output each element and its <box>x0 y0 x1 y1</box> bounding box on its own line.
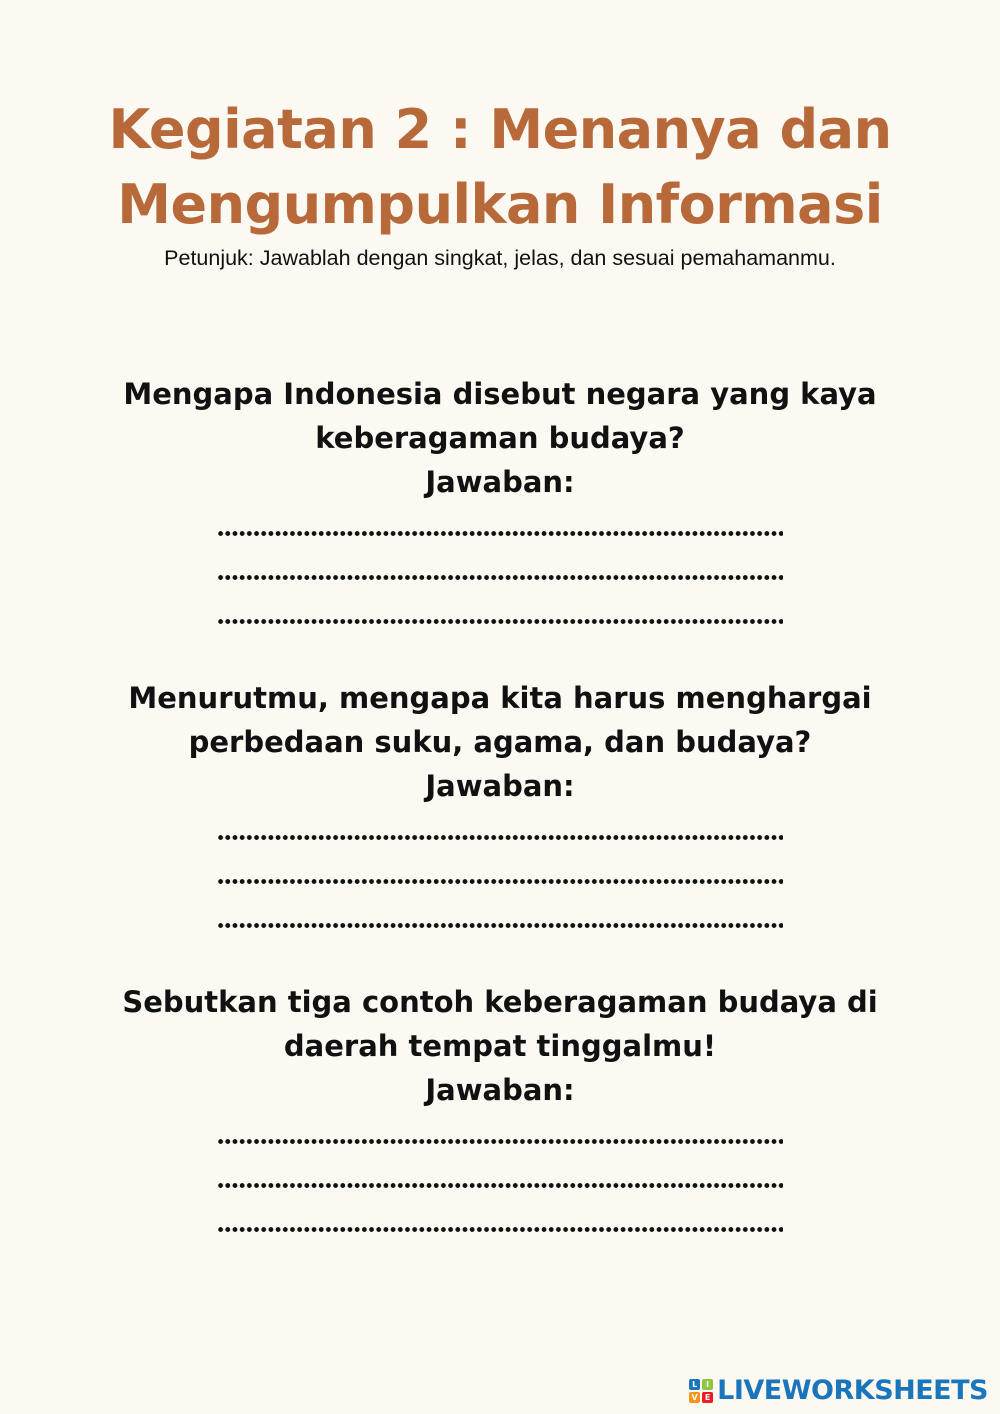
answer-line-2[interactable] <box>217 550 783 594</box>
question-line-1: Mengapa Indonesia disebut negara yang kaya <box>123 377 877 411</box>
question-line-1: Menurutmu, mengapa kita harus menghargai <box>128 681 872 715</box>
answer-label: Jawaban: <box>425 1073 575 1107</box>
question-text <box>0 676 1000 764</box>
answer-line-3[interactable] <box>217 898 783 942</box>
answer-label: Jawaban: <box>425 465 575 499</box>
answer-line-1[interactable] <box>217 506 783 550</box>
answer-line-1[interactable] <box>217 1114 783 1158</box>
logo-mark-icon <box>689 1379 713 1403</box>
question-2 <box>0 676 1000 942</box>
worksheet-title <box>0 92 1000 242</box>
answer-area[interactable] <box>0 810 1000 942</box>
logo-letter: I <box>702 1379 713 1390</box>
question-line-2: keberagaman budaya? <box>315 421 685 455</box>
title-line-2: Mengumpulkan Informasi <box>117 173 883 236</box>
question-line-1: Sebutkan tiga contoh keberagaman budaya di <box>122 985 878 1019</box>
answer-line-2[interactable] <box>217 1158 783 1202</box>
answer-area[interactable] <box>0 1114 1000 1246</box>
question-text <box>0 372 1000 460</box>
question-3 <box>0 980 1000 1246</box>
logo-letter: E <box>702 1392 713 1403</box>
question-text <box>0 980 1000 1068</box>
answer-line-1[interactable] <box>217 810 783 854</box>
logo-letter: V <box>689 1392 700 1403</box>
title-line-1: Kegiatan 2 : Menanya dan <box>108 98 892 161</box>
instruction-text: Petunjuk: Jawablah dengan singkat, jelas, dan sesuai pemahamanmu. <box>164 246 836 270</box>
logo-letter: L <box>689 1379 700 1390</box>
question-1 <box>0 372 1000 638</box>
answer-line-2[interactable] <box>217 854 783 898</box>
liveworksheets-logo <box>689 1375 988 1406</box>
brand-name: LIVEWORKSHEETS <box>717 1375 988 1406</box>
answer-line-3[interactable] <box>217 594 783 638</box>
answer-line-3[interactable] <box>217 1202 783 1246</box>
question-line-2: perbedaan suku, agama, dan budaya? <box>188 725 812 759</box>
question-line-2: daerah tempat tinggalmu! <box>283 1029 717 1063</box>
answer-label: Jawaban: <box>425 769 575 803</box>
answer-area[interactable] <box>0 506 1000 638</box>
